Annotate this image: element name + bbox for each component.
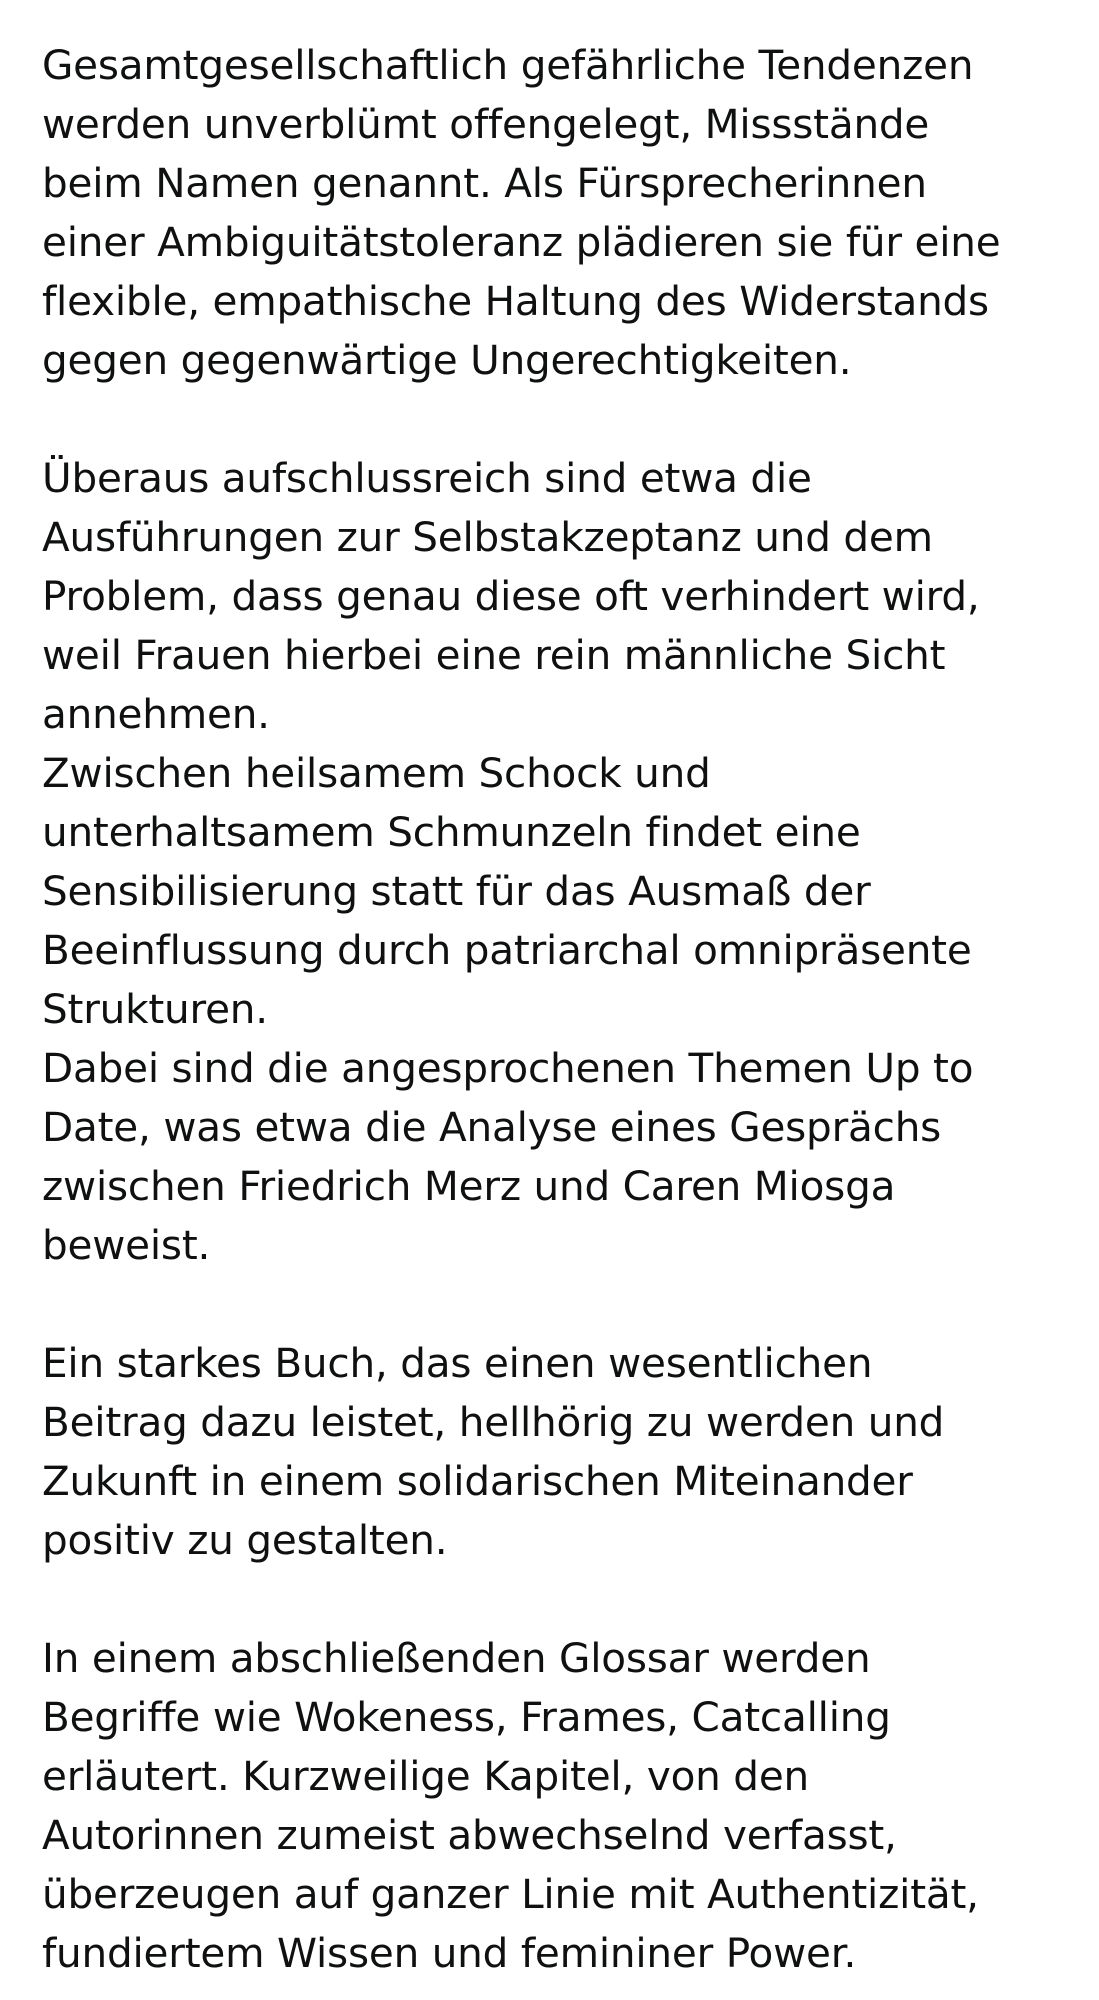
text-line: In einem abschließenden Glossar werden xyxy=(42,1634,871,1682)
text-line: Begriffe wie Wokeness, Frames, Catcalling xyxy=(42,1693,891,1741)
paragraph-gap xyxy=(42,390,1082,449)
text-line: zwischen Friedrich Merz und Caren Miosga xyxy=(42,1162,896,1210)
text-line: erläutert. Kurzweilige Kapitel, von den xyxy=(42,1752,809,1800)
text-line: Dabei sind die angesprochenen Themen Up to xyxy=(42,1044,974,1092)
text-line: weil Frauen hierbei eine rein männliche Sicht xyxy=(42,631,946,679)
text-line: Überaus aufschlussreich sind etwa die xyxy=(42,454,812,502)
text-line: Gesamtgesellschaftlich gefährliche Tendenzen xyxy=(42,41,974,89)
review-paragraph xyxy=(42,449,1082,1275)
text-line: fundiertem Wissen und femininer Power. xyxy=(42,1929,857,1977)
text-line: Sensibilisierung statt für das Ausmaß der xyxy=(42,867,871,915)
text-line: Ausführungen zur Selbstakzeptanz und dem xyxy=(42,513,933,561)
text-line: Problem, dass genau diese oft verhindert wird, xyxy=(42,572,980,620)
text-line: positiv zu gestalten. xyxy=(42,1516,448,1564)
text-line: Autorinnen zumeist abwechselnd verfasst, xyxy=(42,1811,897,1859)
text-line: unterhaltsamem Schmunzeln findet eine xyxy=(42,808,861,856)
paragraph-gap xyxy=(42,1570,1082,1629)
text-line: werden unverblümt offengelegt, Missstände xyxy=(42,100,930,148)
text-line: flexible, empathische Haltung des Widerstands xyxy=(42,277,989,325)
paragraph-gap xyxy=(42,1275,1082,1334)
text-line: Strukturen. xyxy=(42,985,268,1033)
text-line: Ein starkes Buch, das einen wesentlichen xyxy=(42,1339,873,1387)
text-line: Date, was etwa die Analyse eines Gesprächs xyxy=(42,1103,942,1151)
text-line: Beeinflussung durch patriarchal omnipräsente xyxy=(42,926,972,974)
text-line: beweist. xyxy=(42,1221,211,1269)
review-paragraph xyxy=(42,1629,1082,1983)
review-paragraph xyxy=(42,1334,1082,1570)
text-line: Zukunft in einem solidarischen Miteinander xyxy=(42,1457,913,1505)
review-paragraph xyxy=(42,36,1082,390)
text-line: annehmen. xyxy=(42,690,270,738)
text-line: beim Namen genannt. Als Fürsprecherinnen xyxy=(42,159,927,207)
text-line: Beitrag dazu leistet, hellhörig zu werden und xyxy=(42,1398,945,1446)
text-line: einer Ambiguitätstoleranz plädieren sie für eine xyxy=(42,218,1001,266)
review-text xyxy=(42,36,1082,1983)
text-line: gegen gegenwärtige Ungerechtigkeiten. xyxy=(42,336,852,384)
text-line: Zwischen heilsamem Schock und xyxy=(42,749,711,797)
text-line: überzeugen auf ganzer Linie mit Authentizität, xyxy=(42,1870,979,1918)
